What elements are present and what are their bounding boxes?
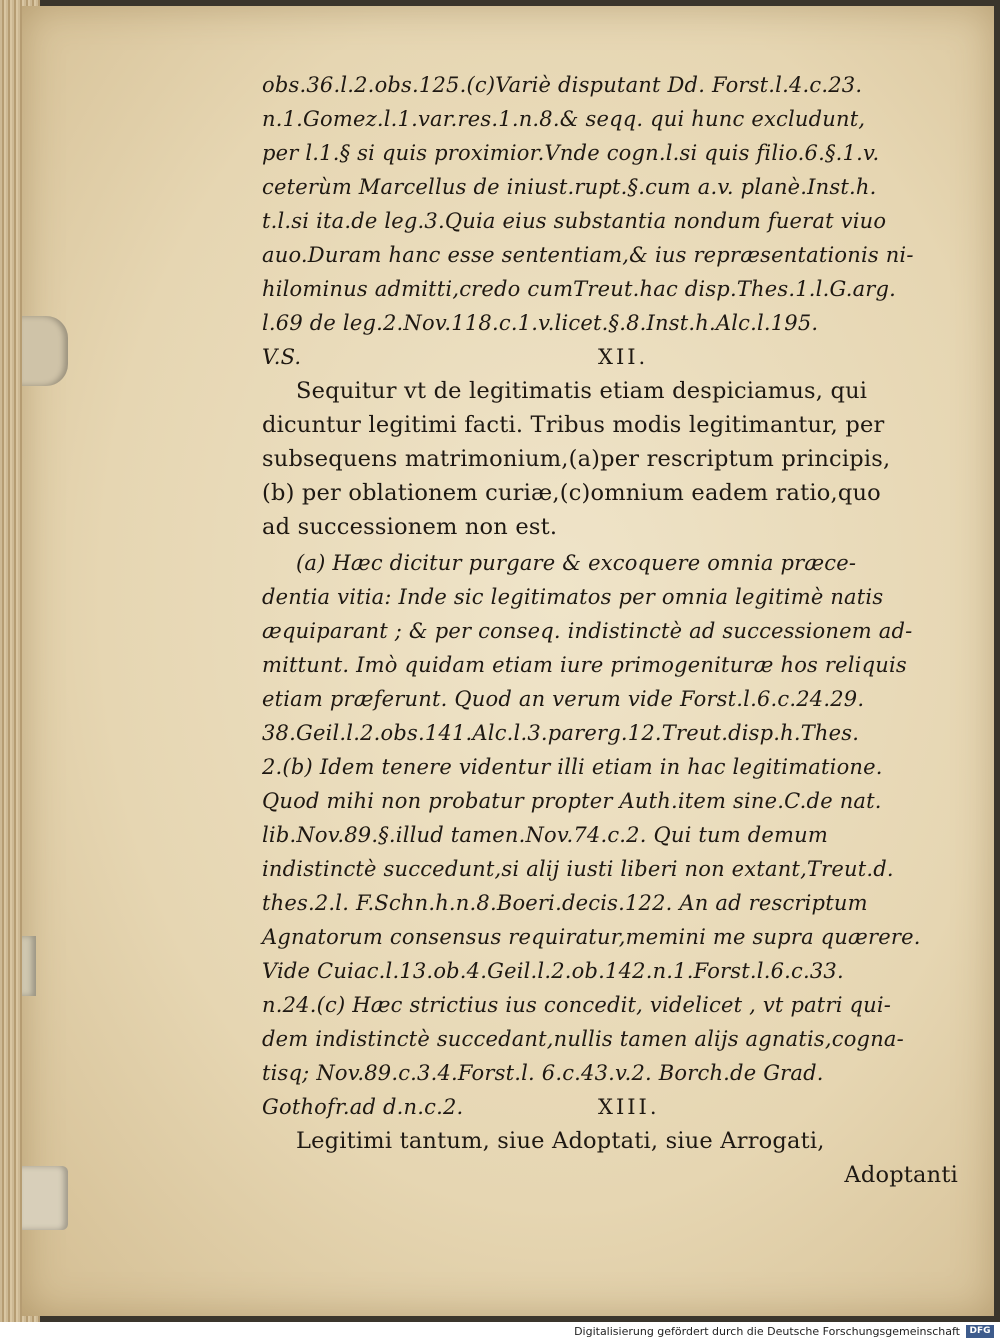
- section-heading-row: [262, 340, 962, 374]
- catchword: Adoptanti: [844, 1162, 958, 1188]
- funding-note: Digitalisierung gefördert durch die Deutsche Forschungsgemeinschaft: [574, 1325, 960, 1338]
- text-line: ceterùm Marcellus de iniust.rupt.§.cum a.v. planè.Inst.h.: [262, 175, 877, 199]
- note-line: (a) Hæc dicitur purgare & excoquere omnia præce-: [296, 551, 857, 575]
- paragraph-line: ad successionem non est.: [262, 514, 558, 540]
- section-heading-xii: XII.: [598, 345, 649, 369]
- page-text: [262, 68, 962, 1192]
- note-line: 38.Geil.l.2.obs.141.Alc.l.3.parerg.12.Treut.disp.h.Thes.: [262, 721, 860, 745]
- note-line: thes.2.l. F.Schn.h.n.8.Boeri.decis.122. An ad rescriptum: [262, 891, 868, 915]
- note-line: tisq; Nov.89.c.3.4.Forst.l. 6.c.43.v.2. Borch.de Grad.: [262, 1061, 824, 1085]
- note-line: Vide Cuiac.l.13.ob.4.Geil.l.2.ob.142.n.1.Forst.l.6.c.33.: [262, 959, 844, 983]
- text-line: per l.1.§ si quis proximior.Vnde cogn.l.si quis filio.6.§.1.v.: [262, 141, 880, 165]
- text-line: t.l.si ita.de leg.3.Quia eius substantia nondum fuerat viuo: [262, 209, 887, 233]
- note-line: dem indistinctè succedant,nullis tamen alijs agnatis,cogna-: [262, 1027, 904, 1051]
- text-line: hilominus admitti,credo cumTreut.hac disp.Thes.1.l.G.arg.: [262, 277, 897, 301]
- text-line: l.69 de leg.2.Nov.118.c.1.v.licet.§.8.Inst.h.Alc.l.195.: [262, 311, 819, 335]
- binding-tape: [22, 1166, 68, 1230]
- paragraph-line: (b) per oblationem curiæ,(c)omnium eadem ratio,quo: [262, 480, 881, 506]
- note-line: mittunt. Imò quidam etiam iure primogenituræ hos reliquis: [262, 653, 907, 677]
- note-line: lib.Nov.89.§.illud tamen.Nov.74.c.2. Qui tum demum: [262, 823, 828, 847]
- note-line: 2.(b) Idem tenere videntur illi etiam in hac legitimatione.: [262, 755, 883, 779]
- note-line: æquiparant ; & per conseq. indistinctè ad successionem ad-: [262, 619, 913, 643]
- note-line: Quod mihi non probatur propter Auth.item sine.C.de nat.: [262, 789, 882, 813]
- page-tab: [22, 936, 36, 996]
- text-line: auo.Duram hanc esse sententiam,& ius repræsentationis ni-: [262, 243, 914, 267]
- paragraph-line: dicuntur legitimi facti. Tribus modis legitimantur, per: [262, 412, 885, 438]
- note-line: n.24.(c) Hæc strictius ius concedit, videlicet , vt patri qui-: [262, 993, 892, 1017]
- section-heading-row: [262, 1090, 962, 1124]
- note-line: indistinctè succedunt,si alij iusti liberi non extant,Treut.d.: [262, 857, 894, 881]
- note-line: Gothofr.ad d.n.c.2.: [262, 1095, 464, 1119]
- section-heading-xiii: XIII.: [598, 1095, 660, 1119]
- dfg-logo: DFG: [966, 1325, 994, 1338]
- note-line: Agnatorum consensus requiratur,memini me supra quærere.: [262, 925, 921, 949]
- text-line: obs.36.l.2.obs.125.(c)Variè disputant Dd. Forst.l.4.c.23.: [262, 73, 863, 97]
- text-line: n.1.Gomez.l.1.var.res.1.n.8.& seqq. qui hunc excludunt,: [262, 107, 866, 131]
- footer-bar: [0, 1322, 1000, 1342]
- paragraph-line: Legitimi tantum, siue Adoptati, siue Arrogati,: [296, 1128, 825, 1154]
- note-line: etiam præferunt. Quod an verum vide Forst.l.6.c.24.29.: [262, 687, 865, 711]
- bookmark-ribbon: [22, 316, 68, 386]
- paragraph-line: subsequens matrimonium,(a)per rescriptum principis,: [262, 446, 891, 472]
- note-line: dentia vitia: Inde sic legitimatos per omnia legitimè natis: [262, 585, 884, 609]
- verte-marker: V.S.: [262, 345, 302, 369]
- paragraph-line: Sequitur vt de legitimatis etiam despiciamus, qui: [296, 378, 868, 404]
